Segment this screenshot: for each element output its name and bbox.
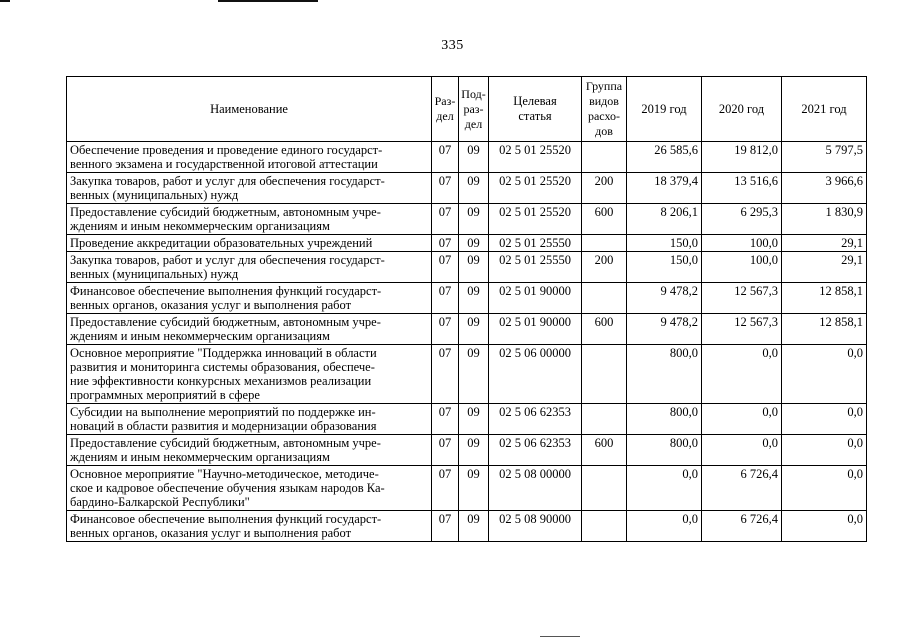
cell-subsection: 09 [459, 466, 489, 511]
table-row [67, 173, 867, 204]
cell-2019: 9 478,2 [627, 314, 702, 345]
page-number: 335 [441, 38, 464, 53]
cell-2021: 0,0 [782, 404, 867, 435]
cell-2020: 12 567,3 [702, 283, 782, 314]
cell-2020: 19 812,0 [702, 142, 782, 173]
cell-2019: 800,0 [627, 345, 702, 404]
cell-section: 07 [432, 252, 459, 283]
table-row [67, 435, 867, 466]
cell-2021: 0,0 [782, 466, 867, 511]
cell-target-article: 02 5 01 25520 [489, 142, 582, 173]
cell-expense-group [582, 345, 627, 404]
cell-section: 07 [432, 235, 459, 252]
cell-name: Обеспечение проведения и проведение единого государст- венного экзамена и государственной итоговой аттестации [67, 142, 432, 173]
cell-subsection: 09 [459, 142, 489, 173]
cell-2020: 100,0 [702, 252, 782, 283]
table-row [67, 283, 867, 314]
cell-name: Предоставление субсидий бюджетным, автономным учре- ждениям и иным некоммерческим организациям [67, 314, 432, 345]
cell-2019: 0,0 [627, 466, 702, 511]
cell-2020: 6 295,3 [702, 204, 782, 235]
header-2019: 2019 год [627, 77, 702, 142]
cell-subsection: 09 [459, 235, 489, 252]
cell-name: Закупка товаров, работ и услуг для обеспечения государст- венных (муниципальных) нужд [67, 173, 432, 204]
header-target-article: Целевая статья [489, 77, 582, 142]
cell-2019: 9 478,2 [627, 283, 702, 314]
cell-2021: 0,0 [782, 345, 867, 404]
cell-2019: 18 379,4 [627, 173, 702, 204]
cell-2019: 800,0 [627, 435, 702, 466]
cell-subsection: 09 [459, 204, 489, 235]
cell-expense-group: 600 [582, 204, 627, 235]
scan-artifact-line [0, 0, 10, 2]
table-row [67, 404, 867, 435]
cell-subsection: 09 [459, 314, 489, 345]
cell-name: Финансовое обеспечение выполнения функций государст- венных органов, оказания услуг и выполнения работ [67, 511, 432, 542]
cell-target-article: 02 5 06 62353 [489, 404, 582, 435]
cell-name: Основное мероприятие "Научно-методическое, методиче- ское и кадровое обеспечение обучения языкам народов Ка- бардино-Балкарской Республики" [67, 466, 432, 511]
cell-2020: 0,0 [702, 404, 782, 435]
cell-name: Субсидии на выполнение мероприятий по поддержке ин- новаций в области развития и модернизации образования [67, 404, 432, 435]
cell-section: 07 [432, 204, 459, 235]
cell-name: Предоставление субсидий бюджетным, автономным учре- ждениям и иным некоммерческим организациям [67, 435, 432, 466]
cell-name: Финансовое обеспечение выполнения функций государст- венных органов, оказания услуг и выполнения работ [67, 283, 432, 314]
cell-target-article: 02 5 08 90000 [489, 511, 582, 542]
cell-expense-group: 200 [582, 173, 627, 204]
table-row [67, 142, 867, 173]
cell-section: 07 [432, 404, 459, 435]
cell-subsection: 09 [459, 435, 489, 466]
table-row [67, 235, 867, 252]
cell-section: 07 [432, 345, 459, 404]
cell-2019: 150,0 [627, 235, 702, 252]
budget-table [66, 76, 867, 542]
cell-2021: 0,0 [782, 511, 867, 542]
cell-2019: 8 206,1 [627, 204, 702, 235]
header-section: Раз- дел [432, 77, 459, 142]
cell-2019: 26 585,6 [627, 142, 702, 173]
header-name: Наименование [67, 77, 432, 142]
cell-name: Предоставление субсидий бюджетным, автономным учре- ждениям и иным некоммерческим организациям [67, 204, 432, 235]
cell-expense-group: 600 [582, 435, 627, 466]
table-header-row [67, 77, 867, 142]
cell-2021: 5 797,5 [782, 142, 867, 173]
cell-section: 07 [432, 435, 459, 466]
cell-section: 07 [432, 466, 459, 511]
cell-2019: 800,0 [627, 404, 702, 435]
cell-2021: 29,1 [782, 235, 867, 252]
cell-target-article: 02 5 01 25520 [489, 173, 582, 204]
cell-subsection: 09 [459, 345, 489, 404]
header-2021: 2021 год [782, 77, 867, 142]
cell-2021: 12 858,1 [782, 314, 867, 345]
table-row [67, 466, 867, 511]
table-row [67, 314, 867, 345]
header-expense-group: Группа видов расхо- дов [582, 77, 627, 142]
cell-expense-group [582, 404, 627, 435]
cell-subsection: 09 [459, 283, 489, 314]
cell-subsection: 09 [459, 173, 489, 204]
cell-subsection: 09 [459, 404, 489, 435]
scan-artifact-line [218, 0, 318, 2]
table-row [67, 252, 867, 283]
cell-expense-group [582, 466, 627, 511]
cell-expense-group: 600 [582, 314, 627, 345]
cell-section: 07 [432, 173, 459, 204]
scan-artifact-line [540, 636, 580, 637]
cell-subsection: 09 [459, 511, 489, 542]
cell-expense-group [582, 511, 627, 542]
cell-section: 07 [432, 283, 459, 314]
cell-expense-group [582, 142, 627, 173]
cell-target-article: 02 5 01 90000 [489, 314, 582, 345]
cell-expense-group [582, 283, 627, 314]
cell-2021: 1 830,9 [782, 204, 867, 235]
cell-2020: 12 567,3 [702, 314, 782, 345]
cell-2020: 0,0 [702, 435, 782, 466]
table-row [67, 345, 867, 404]
cell-2021: 12 858,1 [782, 283, 867, 314]
cell-2020: 6 726,4 [702, 511, 782, 542]
table-row [67, 204, 867, 235]
cell-target-article: 02 5 06 00000 [489, 345, 582, 404]
cell-subsection: 09 [459, 252, 489, 283]
cell-2020: 13 516,6 [702, 173, 782, 204]
cell-2021: 3 966,6 [782, 173, 867, 204]
cell-2020: 100,0 [702, 235, 782, 252]
cell-target-article: 02 5 01 25520 [489, 204, 582, 235]
cell-section: 07 [432, 314, 459, 345]
cell-2020: 0,0 [702, 345, 782, 404]
cell-2021: 0,0 [782, 435, 867, 466]
cell-2020: 6 726,4 [702, 466, 782, 511]
cell-target-article: 02 5 01 25550 [489, 235, 582, 252]
cell-expense-group [582, 235, 627, 252]
cell-target-article: 02 5 08 00000 [489, 466, 582, 511]
cell-2019: 0,0 [627, 511, 702, 542]
cell-expense-group: 200 [582, 252, 627, 283]
header-subsection: Под- раз- дел [459, 77, 489, 142]
cell-target-article: 02 5 01 90000 [489, 283, 582, 314]
table-row [67, 511, 867, 542]
cell-section: 07 [432, 142, 459, 173]
cell-name: Основное мероприятие "Поддержка инноваций в области развития и мониторинга системы образования, обеспече- ние эффективности конкурсных механизмов реализации программных мероприятий в сфере [67, 345, 432, 404]
cell-section: 07 [432, 511, 459, 542]
cell-name: Проведение аккредитации образовательных учреждений [67, 235, 432, 252]
cell-2019: 150,0 [627, 252, 702, 283]
cell-2021: 29,1 [782, 252, 867, 283]
cell-target-article: 02 5 06 62353 [489, 435, 582, 466]
header-2020: 2020 год [702, 77, 782, 142]
cell-name: Закупка товаров, работ и услуг для обеспечения государст- венных (муниципальных) нужд [67, 252, 432, 283]
cell-target-article: 02 5 01 25550 [489, 252, 582, 283]
